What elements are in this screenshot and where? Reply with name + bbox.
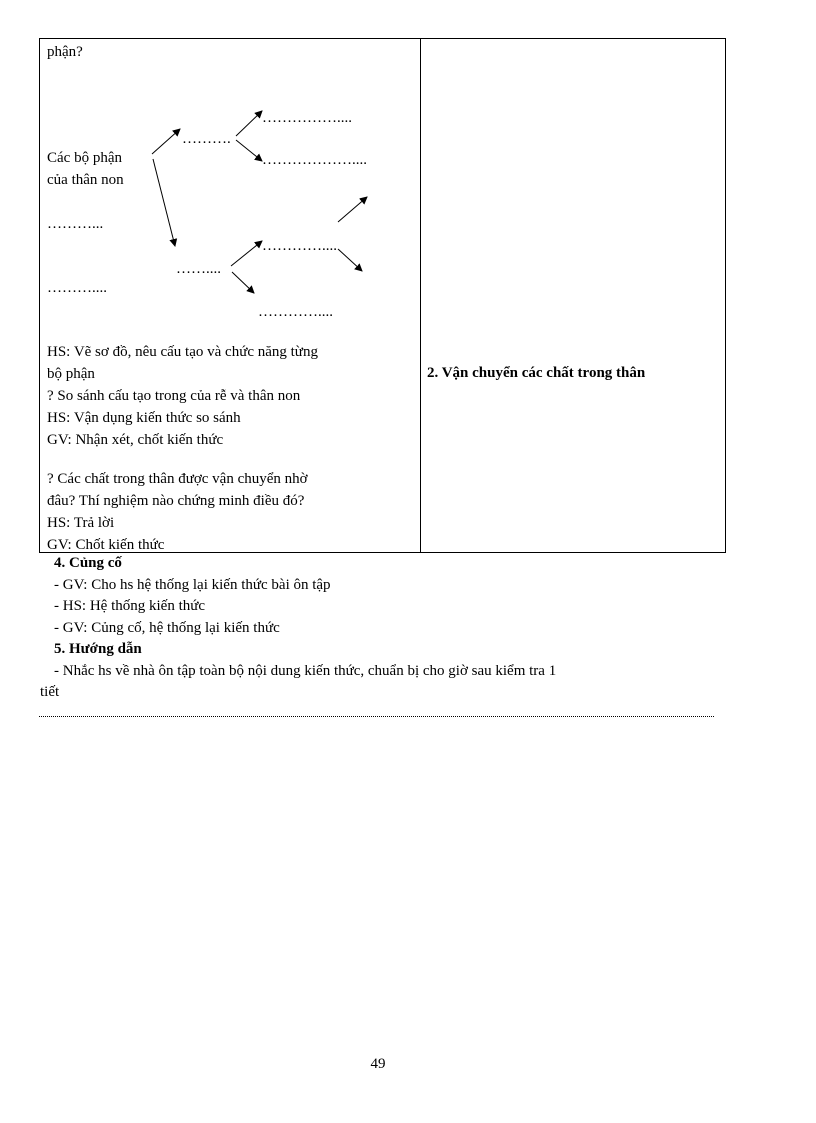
diagram-root-label-line1: Các bộ phận	[47, 150, 122, 166]
lesson-footer-sections	[40, 554, 740, 705]
arrow-lower-to-top	[231, 241, 262, 266]
section4-title: 4. Củng cố	[54, 555, 122, 571]
column-divider	[420, 39, 421, 552]
diagram-arrows	[40, 39, 420, 339]
section5-line2: tiết	[40, 684, 60, 700]
diagram-root-label-line2: của thân non	[47, 172, 124, 188]
lesson-table	[39, 38, 726, 553]
arrow-far-up	[338, 197, 367, 222]
section4-item: - GV: Cho hs hệ thống lại kiến thức bài ôn tập	[54, 576, 331, 593]
section4-item: - HS: Hệ thống kiến thức	[54, 598, 206, 614]
paragraph-line: ? Các chất trong thân được vận chuyển nhờ	[47, 471, 308, 487]
paragraph-line: HS: Trả lời	[47, 515, 115, 531]
diagram-left-dots-1: ………...	[47, 216, 104, 232]
page-number: 49	[370, 1056, 386, 1072]
arrow-lower-to-bottom	[232, 272, 254, 293]
arrow-upper-to-bottom	[236, 140, 262, 161]
section5-title: 5. Hướng dẫn	[54, 641, 142, 657]
diagram-upper-bottom: ………………....	[262, 152, 367, 168]
diagram-lower-mid: ……....	[176, 261, 221, 277]
dotted-separator	[39, 716, 714, 717]
arrow-root-to-upper	[152, 129, 180, 154]
diagram-lower-top: …………....	[262, 238, 337, 254]
arrow-root-to-lower	[153, 159, 175, 246]
diagram-upper-top: ……………....	[262, 110, 352, 126]
diagram-left-dots-2: ………....	[47, 280, 107, 296]
paragraph-line: HS: Vẽ sơ đồ, nêu cấu tạo và chức năng từng	[47, 344, 318, 360]
section5-line1: - Nhắc hs về nhà ôn tập toàn bộ nội dung kiến thức, chuẩn bị cho giờ sau kiểm tra 1	[54, 662, 557, 679]
diagram-lower-bottom: …………....	[258, 304, 333, 320]
arrow-upper-to-top	[236, 111, 262, 136]
right-cell-heading: 2. Vận chuyển các chất trong thân	[427, 365, 646, 381]
section4-item: - GV: Củng cố, hệ thống lại kiến thức	[54, 619, 280, 636]
paragraph-line: ? So sánh cấu tạo trong của rễ và thân non	[47, 388, 301, 404]
paragraph-line: bộ phận	[47, 366, 95, 382]
paragraph-line: GV: Chốt kiến thức	[47, 537, 165, 553]
paragraph-line: đâu? Thí nghiệm nào chứng minh điều đó?	[47, 493, 305, 509]
arrow-far-down	[338, 249, 362, 271]
paragraph-line: HS: Vận dụng kiến thức so sánh	[47, 410, 241, 426]
paragraph-line: GV: Nhận xét, chốt kiến thức	[47, 432, 224, 448]
top-text: phận?	[47, 44, 83, 60]
diagram-upper-mid: ……….	[182, 131, 231, 147]
